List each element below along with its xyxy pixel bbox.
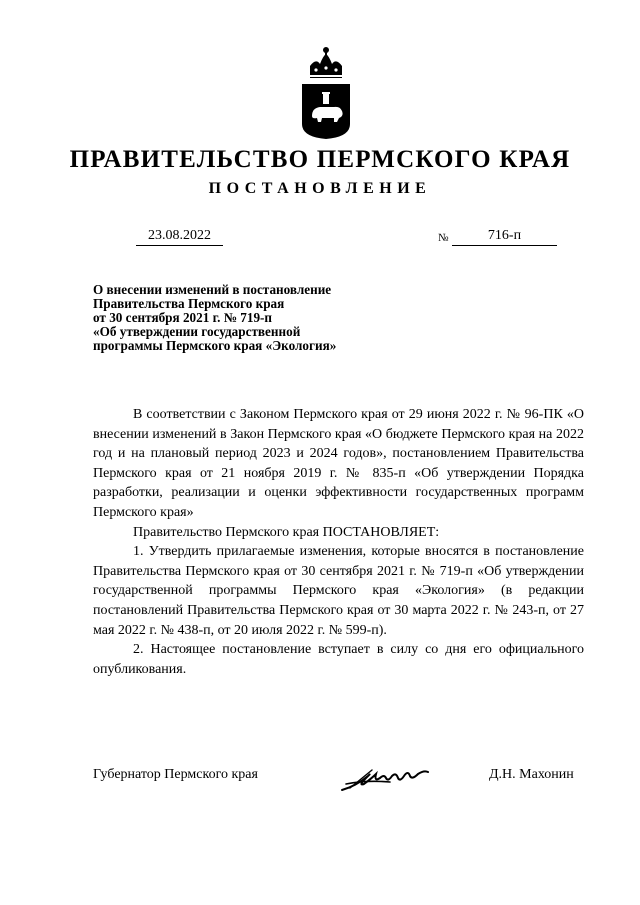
body-paragraph: 2. Настоящее постановление вступает в силу со дня его официального опубликования. [93,642,584,677]
subject-line: программы Пермского края «Экология» [93,338,337,353]
subject-line: О внесении изменений в постановление [93,282,332,297]
document-date: 23.08.2022 [136,228,223,246]
organization-title: ПРАВИТЕЛЬСТВО ПЕРМСКОГО КРАЯ [69,146,571,173]
document-body [93,405,584,679]
number-sign: № [438,232,449,244]
subject-line: от 30 сентября 2021 г. № 719-п [93,310,273,325]
signer-position: Губернатор Пермского края [93,767,258,782]
document-subject [93,283,393,353]
body-paragraph: 1. Утвердить прилагаемые изменения, которые вносятся в постановление Правительства Пермского края от 30 сентября 2021 г. № 719-п «Об утверждении государственной программы Пермского края «Экология» (в редакции постановлений Правительства Пермского края от 30 марта 2022 г. № 243-п, от 27 мая 2022 г. № 438-п, от 20 июля 2022 г. № 599-п). [93,544,584,638]
body-paragraph: Правительство Пермского края ПОСТАНОВЛЯЕТ: [133,524,440,540]
document-number: 716-п [452,228,557,246]
body-paragraph: В соответствии с Законом Пермского края от 29 июня 2022 г. № 96-ПК «О внесении изменений в Закон Пермского края «О бюджете Пермского края на 2022 год и на плановый период 2023 и 2024 годов», постановлением Правительства Пермского края от 21 ноября 2019 г. № 835-п «Об утверждении Порядка разработки, реализации и оценки эффективности государственных программ Пермского края» [93,407,584,520]
subject-line: Правительства Пермского края [93,296,285,311]
subject-line: «Об утверждении государственной [93,324,301,339]
perm-krai-coat-of-arms-icon [296,44,356,140]
handwritten-signature-icon [338,764,430,796]
signer-name: Д.Н. Махонин [489,767,574,782]
document-type-title: ПОСТАНОВЛЕНИЕ [208,180,432,197]
